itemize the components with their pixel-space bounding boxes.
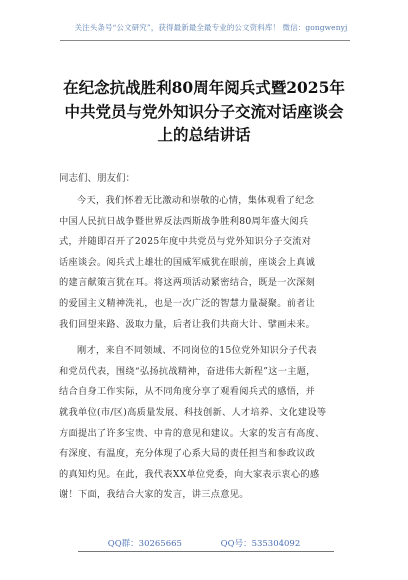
title-line-3: 上的总结讲话 — [157, 125, 251, 144]
paragraph-line: 方面提出了许多宝贵、中肯的意见和建议。大家的发言有高度、 — [59, 427, 325, 439]
paragraph-line: 式，并随即召开了2025年度中共党员与党外知识分子交流对 — [59, 236, 312, 248]
paragraph-line: 结合自身工作实际，从不同角度分享了观看阅兵式的感悟，并 — [59, 386, 316, 398]
paragraph-line: 今天，我们怀着无比激动和崇敬的心情，集体观看了纪念 — [77, 195, 315, 206]
paragraph-line: 话座谈会。阅兵式上雄壮的国威军威犹在眼前，座谈会上真诚 — [59, 256, 316, 268]
paragraph-line: 和党员代表，围绕“弘扬抗战精神，奋进伟大新程”这一主题， — [59, 365, 316, 377]
paragraph-line: 的爱国主义精神洗礼，也是一次广泛的智慧力量凝聚。前者让 — [59, 297, 316, 309]
paragraph-line: 有深度、有温度，充分体现了心系大局的责任担当和参政议政 — [59, 448, 316, 460]
header-banner: 关注头条号“公文研究”，获得最新最全最专业的公文资料库！ 微信：gongwenyj — [74, 23, 348, 32]
paragraph-line: 刚才，来自不同领域、不同岗位的15位党外知识分子代表 — [77, 345, 317, 357]
title-line-2: 中共党员与党外知识分子交流对话座谈会 — [64, 101, 344, 121]
document-title — [40, 76, 368, 147]
paragraph-line: 中国人民抗日战争暨世界反法西斯战争胜利80周年盛大阅兵 — [59, 215, 309, 227]
paragraph-2 — [59, 341, 359, 506]
paragraph-line: 我们回望来路、汲取力量，后者让我们共商大计、擘画未来。 — [59, 318, 316, 330]
footer-qq-number: QQ号：535304092 — [220, 539, 301, 549]
footer-contact — [0, 537, 408, 549]
paragraph-line: 的真知灼见。在此，我代表XX单位党委，向大家表示衷心的感 — [59, 468, 320, 480]
paragraph-1 — [59, 191, 359, 335]
paragraph-line: 谢！下面，我结合大家的发言，讲三点意见。 — [59, 489, 249, 501]
document-body — [59, 191, 359, 506]
footer-divider — [78, 551, 334, 552]
paragraph-line: 就我单位(市/区)高质量发展、科技创新、人才培养、文化建设等 — [59, 406, 327, 418]
footer-qq-group: QQ群：30265665 — [107, 539, 182, 549]
header-divider — [60, 40, 350, 41]
greeting: 同志们、朋友们： — [59, 173, 136, 184]
paragraph-line: 的建言献策言犹在耳。将这两项活动紧密结合，既是一次深刻 — [59, 277, 316, 289]
title-line-1: 在纪念抗战胜利80周年阅兵式暨2025年 — [63, 78, 345, 97]
